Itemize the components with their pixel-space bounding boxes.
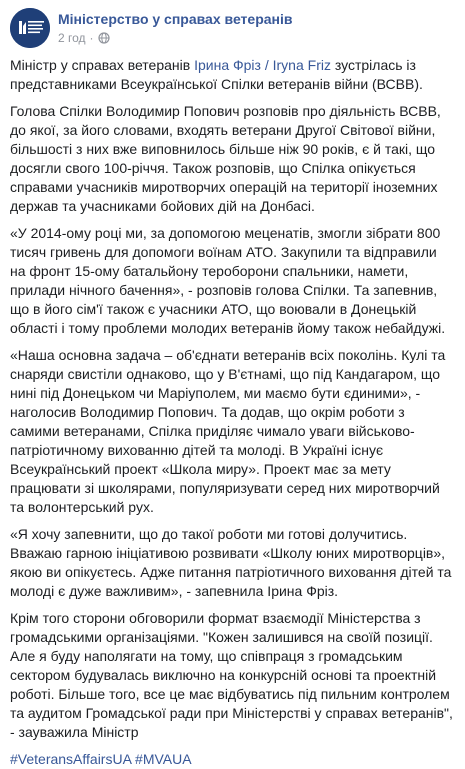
paragraph-intro — [10, 56, 455, 94]
page-avatar[interactable] — [10, 8, 50, 48]
globe-icon[interactable] — [98, 32, 110, 44]
paragraph-2: Голова Спілки Володимир Попович розповів про діяльність ВСВВ, до якої, за його словами, входять ветерани Другої Світової війни, більшості з них вже виповнилось більше ніж 90 років, є й такі, що досягли свого 100-річчя. Також розповів, що Спілка опікується справами учасників миротворчих операцій на території іноземних держав та учасниками бойових дій на Донбасі. — [10, 103, 441, 214]
paragraph-5: «Я хочу запевнити, що до такої роботи ми готові долучитись. Вважаю гарною ініціативою розвивати «Школу юних миротворців», якою ви опікуєтесь. Адже питання патріотичного виховання дітей та молоді є дуже важливим», - запевнила Ірина Фріз. — [10, 526, 452, 599]
hashtag-veterans-affairs[interactable]: #VeteransAffairsUA — [10, 751, 132, 767]
separator-dot: · — [89, 31, 94, 45]
post-body — [10, 56, 455, 769]
post-header — [10, 8, 455, 48]
paragraph-6: Крім того сторони обговорили формат взаємодії Міністерства з громадськими організаціями. "Кожен залишився на своїй позиції. Але я буду наполягати на тому, що співпраця з громадським сектором будувалась виключно на конкурсній основі та проектній роботі. Більше того, все це має відбуватись під пильним контролем та аудитом Громадської ради при Міністерстві у справах ветеранів", - зауважила Міністр — [10, 610, 453, 740]
post-meta — [58, 8, 292, 46]
paragraph-4: «Наша основна задача – об'єднати ветеранів всіх поколінь. Кулі та снаряди свистіли однаково, що у В'єтнамі, що під Кандагаром, що нині під Донецьком чи Маріуполем, ми маємо бути єдиними», - наголосив Володимир Попович. Та додав, що окрім роботи з самими ветеранами, Спілка приділяє чимало уваги військово-патріотичному вихованню дітей та молоді. В Україні існує Всеукраїнський проект «Школа миру». Проект має за мету працювати зі школярами, популяризувати серед них миротворчий та волонтерський рух. — [10, 347, 446, 515]
paragraph-intro-after: зустрілась із представниками Всеукраїнської Спілки ветеранів війни (ВСВВ). — [10, 57, 423, 92]
paragraph-3: «У 2014-ому році ми, за допомогою меценатів, змогли зібрати 800 тисяч гривень для допомоги воїнам АТО. Закупили та відправили на фронт 15-ому батальйону тероборони спальники, намети, прилади нічного бачення», - розповів голова Спілки. Та запевнив, що в його сім'ї також є учасники АТО, що воювали в Донецькій області і тому проблеми молодих ветеранів йому також небайдужі. — [10, 225, 446, 336]
hashtags — [10, 750, 455, 769]
paragraph-intro-before: Міністр у справах ветеранів — [10, 57, 195, 73]
page-name-link[interactable]: Міністерство у справах ветеранів — [58, 11, 293, 27]
post-time[interactable]: 2 год — [58, 31, 86, 45]
post-subline — [58, 30, 292, 46]
person-link-iryna-friz[interactable]: Ірина Фріз / Iryna Friz — [194, 57, 331, 73]
ministry-logo-icon — [10, 8, 50, 48]
hashtag-mvaua[interactable]: #MVAUA — [135, 751, 192, 767]
